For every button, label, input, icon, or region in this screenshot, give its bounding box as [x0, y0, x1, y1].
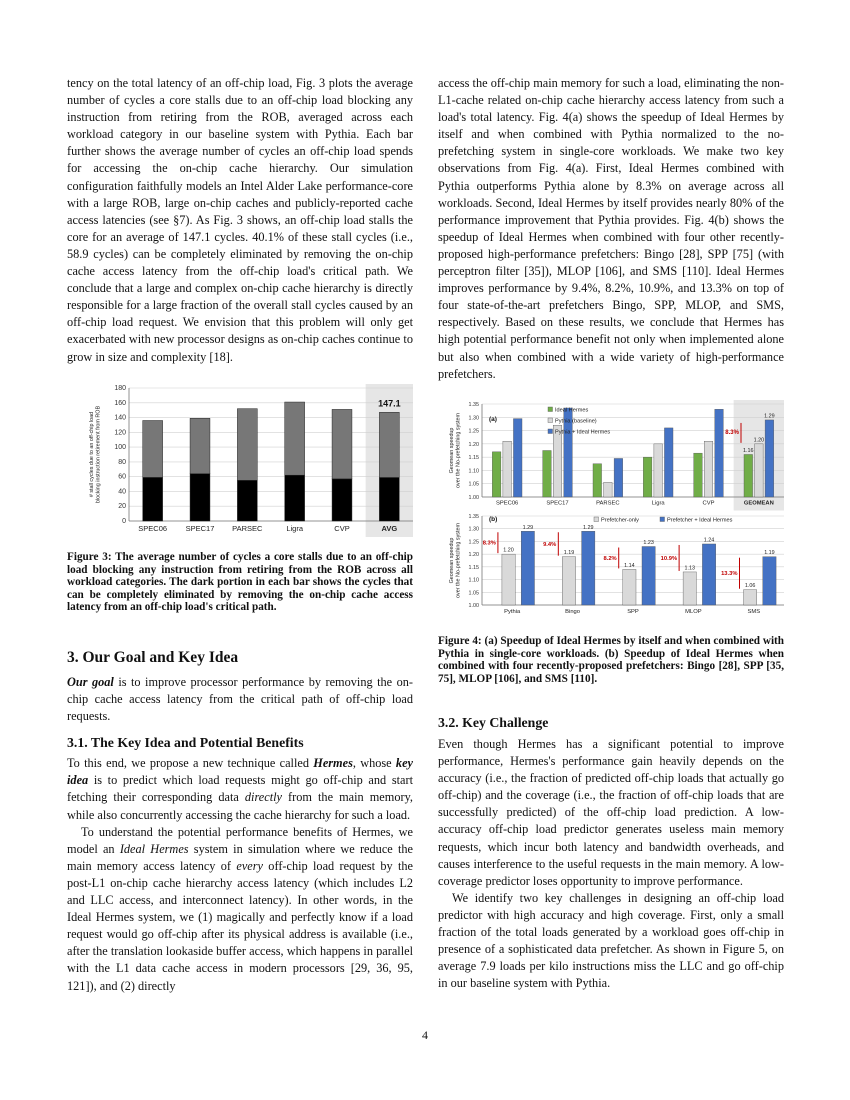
y-axis-label: Geomean speedup — [449, 427, 455, 474]
bar-eliminated-cycles — [190, 474, 210, 521]
bar-prefetcher-only — [623, 569, 636, 605]
bar-remaining-cycles — [190, 418, 210, 473]
idea-a: To this end, we propose a new technique called — [67, 756, 314, 771]
bar-pythia-baseline- — [704, 441, 713, 497]
data-label: 1.20 — [753, 437, 765, 444]
goal-paragraph — [67, 674, 413, 725]
y-tick-label: 20 — [118, 503, 126, 511]
y-tick-label: 80 — [118, 458, 126, 466]
y-tick-label: 1.35 — [468, 402, 479, 408]
legend-label: Pythia + Ideal Hermes — [555, 429, 611, 436]
bar-remaining-cycles — [143, 421, 163, 478]
data-label: 1.23 — [643, 540, 654, 547]
improvement-label: 10.9% — [660, 555, 678, 562]
y-tick-label: 1.15 — [468, 455, 479, 462]
improvement-label: 9.4% — [543, 541, 557, 548]
bar-pythia-baseline- — [503, 441, 512, 497]
bar-eliminated-cycles — [379, 477, 399, 521]
bar-pythia-baseline- — [755, 444, 764, 497]
right-paragraph-3: We identify two key challenges in designing an off-chip load predictor with high accuracy and high coverage. First, only a small fraction of the total loads generated by a workload goes off-chip in presence of a sophisticated data prefetcher. As shown in Figure 5, on average 7.9 loads per kilo instructions miss the LLC and go off-chip in our baseline system with Pythia. — [438, 890, 784, 991]
x-tick-label: Ligra — [651, 500, 665, 507]
idea-key: key idea — [67, 756, 413, 788]
bar-ideal-hermes — [492, 452, 501, 497]
data-label: 1.24 — [703, 537, 715, 544]
y-tick-label: 1.35 — [468, 514, 479, 520]
y-tick-label: 1.00 — [468, 603, 479, 609]
x-tick-label: PARSEC — [596, 500, 620, 507]
figure-4a-chart — [438, 400, 784, 512]
x-tick-label: Bingo — [565, 609, 581, 615]
data-label: 1.14 — [624, 562, 635, 569]
x-tick-label: GEOMEAN — [743, 500, 774, 507]
figure-3-chart — [67, 380, 413, 540]
y-axis-label: # stall cycles due to an off-chip load — [89, 411, 95, 498]
bar-ideal-hermes — [543, 451, 552, 498]
page-number: 4 — [422, 1028, 428, 1042]
legend-swatch — [548, 407, 553, 412]
right-column — [438, 75, 784, 383]
data-label: 1.13 — [684, 565, 696, 572]
y-tick-label: 100 — [114, 444, 126, 452]
bar-remaining-cycles — [237, 409, 257, 481]
y-tick-label: 1.20 — [468, 441, 479, 448]
bar-eliminated-cycles — [332, 479, 352, 521]
bar-prefetcher-only — [502, 554, 515, 605]
bar-remaining-cycles — [332, 409, 352, 478]
y-tick-label: 1.10 — [468, 577, 479, 584]
data-label: 1.19 — [764, 550, 775, 557]
improvement-label: 8.2% — [603, 555, 617, 562]
x-tick-label: SPEC06 — [496, 500, 519, 507]
y-tick-label: 1.30 — [468, 526, 479, 533]
x-tick-label: SPP — [627, 609, 639, 615]
panel-label: (b) — [489, 516, 498, 523]
pot-c: off-chip load request by the post-L1 on-chip cache hierarchy access latency (which includes L2 and LLC access, and interconnect latency). In other words, in the Ideal Hermes system, we (1) magically and perfectly know if a load request would go off-chip after its physical address is available (i.e., after the translation lookaside buffer access, which happens in parallel with the L1 data cache access in modern processors [29, 36, 95, 121]), and (2) directly — [67, 858, 413, 993]
legend-label: Pythia (baseline) — [555, 418, 597, 425]
idea-hermes: Hermes — [313, 756, 353, 771]
left-column — [67, 75, 413, 366]
x-tick-label: CVP — [702, 500, 715, 507]
x-tick-label: SPEC17 — [546, 500, 569, 507]
bar-prefetcher-only — [562, 557, 575, 605]
bar-pythia-baseline- — [604, 482, 613, 497]
x-tick-label: Ligra — [286, 524, 304, 533]
pot-b: system in simulation where we reduce the main memory access latency of — [67, 841, 413, 873]
section-3-1-title: 3.1. The Key Idea and Potential Benefits — [67, 735, 304, 751]
pot-a: To understand the potential performance benefits of Hermes, we model an — [67, 824, 413, 856]
right-paragraph-2: Even though Hermes has a significant potential to improve performance, Hermes's performance gain heavily depends on the accuracy (i.e., the fraction of predicted off-chip loads that actually go off-chip) and the coverage (i.e., the fraction of off-chip loads that are successfully predicted) of the off-chip load prediction. A low-accuracy off-chip load predictor generates useless main memory requests, which incur both latency and bandwidth overheads, and causes interference to the useful requests in the main memory. A low-coverage predictor loses opportunity to improve performance. — [438, 737, 784, 888]
bar-remaining-cycles — [285, 402, 305, 475]
x-tick-label: AVG — [381, 524, 398, 533]
legend-swatch — [594, 517, 599, 522]
bar-pythia-ideal-hermes — [664, 428, 673, 497]
legend-label: Ideal Hermes — [555, 407, 589, 414]
bar-prefetcher-ideal-hermes — [521, 531, 534, 605]
bar-eliminated-cycles — [237, 480, 257, 521]
bar-ideal-hermes — [593, 464, 602, 497]
y-tick-label: 1.05 — [468, 481, 479, 488]
left-column-lower — [67, 648, 413, 995]
y-tick-label: 60 — [118, 473, 126, 481]
data-label: 1.16 — [743, 447, 754, 454]
bar-prefetcher-ideal-hermes — [763, 557, 776, 605]
bar-prefetcher-only — [683, 572, 696, 605]
y-tick-label: 1.00 — [468, 495, 479, 501]
y-tick-label: 1.25 — [468, 428, 479, 435]
y-tick-label: 1.25 — [468, 539, 479, 546]
bar-pythia-ideal-hermes — [715, 409, 724, 497]
y-tick-label: 0 — [122, 518, 126, 525]
improvement-label: 8.3% — [725, 429, 739, 436]
legend-swatch — [660, 517, 665, 522]
figure-3-caption: Figure 3: The average number of cycles a core stalls due to an off-chip load blocking any instruction from retiring from the ROB across all workload categories. The dark portion in each bar shows the cycles that can be completely eliminated by removing the on-chip cache access latency from an off-chip load's critical path. — [67, 551, 413, 614]
potential-paragraph — [67, 824, 413, 995]
y-tick-label: 1.10 — [468, 468, 479, 475]
idea-directly: directly — [244, 790, 282, 805]
x-tick-label: PARSEC — [232, 524, 263, 533]
figure-4-caption: Figure 4: (a) Speedup of Ideal Hermes by itself and when combined with Pythia in single-core workloads. (b) Speedup of Ideal Hermes when combined with four recently-proposed prefetchers: Bingo [28], SPP [35, 75], MLOP [106], and SMS [110]. — [438, 635, 784, 685]
pot-every: every — [236, 858, 263, 873]
bar-ideal-hermes — [744, 454, 753, 497]
bar-pythia-ideal-hermes — [614, 458, 623, 497]
y-tick-label: 1.15 — [468, 564, 479, 571]
y-tick-label: 1.20 — [468, 552, 479, 559]
y-tick-label: 1.30 — [468, 415, 479, 422]
panel-label: (a) — [489, 416, 497, 423]
section-3-title: 3. Our Goal and Key Idea — [67, 649, 239, 666]
right-column-lower — [438, 714, 784, 992]
data-label: 1.06 — [744, 583, 756, 590]
y-axis-label: over the No-prefetching system — [455, 413, 462, 488]
bar-prefetcher-only — [744, 590, 757, 605]
x-tick-label: CVP — [334, 524, 350, 533]
y-tick-label: 160 — [114, 399, 126, 407]
x-tick-label: Pythia — [504, 609, 521, 615]
y-axis-label: blocking instruction retirement from ROB — [95, 405, 102, 504]
data-label: 1.29 — [582, 524, 594, 531]
idea-c: is to predict which load requests might go off-chip and start fetching their corresponding data — [67, 773, 413, 805]
goal-text: is to improve processor performance by removing the on-chip cache access latency from the critical path of off-chip load requests. — [67, 675, 413, 724]
bar-prefetcher-ideal-hermes — [582, 531, 595, 605]
bar-eliminated-cycles — [285, 475, 305, 521]
bar-remaining-cycles — [379, 412, 399, 477]
legend-label: Prefetcher-only — [601, 517, 639, 524]
data-label: 1.19 — [563, 550, 575, 557]
y-tick-label: 120 — [114, 429, 126, 437]
idea-d: from the main memory, while also concurrently accessing the cache hierarchy for such a load. — [67, 790, 413, 822]
bar-ideal-hermes — [694, 453, 703, 497]
figure-4b-chart — [438, 512, 784, 624]
y-tick-label: 180 — [114, 385, 126, 392]
goal-lead: Our goal — [67, 675, 114, 689]
y-tick-label: 140 — [114, 414, 126, 422]
bar-pythia-baseline- — [654, 444, 663, 497]
y-tick-label: 1.05 — [468, 590, 479, 597]
avg-total-label: 147.1 — [378, 398, 401, 409]
x-tick-label: SMS — [747, 609, 761, 615]
idea-b: , whose — [352, 756, 396, 771]
y-axis-label: over the No-prefetching system — [455, 523, 462, 598]
y-axis-label: Geomean speedup — [449, 537, 455, 584]
x-tick-label: SPEC17 — [185, 524, 215, 533]
bar-pythia-baseline- — [553, 425, 562, 497]
legend-label: Prefetcher + Ideal Hermes — [667, 517, 733, 524]
data-label: 1.29 — [522, 524, 534, 531]
legend-swatch — [548, 429, 553, 434]
improvement-label: 13.3% — [721, 571, 738, 578]
bar-eliminated-cycles — [143, 477, 163, 521]
legend-swatch — [548, 418, 553, 423]
data-label: 1.29 — [764, 413, 775, 420]
left-paragraph-1: tency on the total latency of an off-chip load, Fig. 3 plots the average number of cycles a core stalls due to an off-chip load blocking any instruction from retiring from the ROB, averaged across each workload category in our baseline system with Pythia. Each bar further shows the average number of cycles an off-chip load spends for accessing the on-chip cache hierarchy. Our simulation configuration faithfully models an Intel Alder Lake performance-core with a large ROB, large on-chip caches and publicly-reported cache access latencies (see §7). As Fig. 3 shows, an off-chip load stalls the core for an average of 147.1 cycles. 40.1% of these stall cycles (i.e., 58.9 cycles) can be completely eliminated by removing the on-chip cache access latency from the off-chip load's critical path. We conclude that a large and complex on-chip cache hierarchy is directly responsible for a large fraction of the overall stall cycles caused by an off-chip load request. We envision that this problem will only get exacerbated with new processor designs as on-chip caches continue to grow in size and complexity [18]. — [67, 76, 413, 364]
bar-pythia-ideal-hermes — [765, 420, 774, 497]
y-tick-label: 40 — [118, 488, 126, 496]
right-paragraph-1: access the off-chip main memory for such a load, eliminating the non-L1-cache related on-chip cache hierarchy access latency from such a load's total latency. Fig. 4(a) shows the speedup of Ideal Hermes by itself and when combined with Pythia normalized to the no-prefetching system in single-core workloads. We make two key observations from Fig. 4(a). First, Ideal Hermes combined with Pythia outperforms Pythia alone by 8.3% on average across all workloads. Second, Ideal Hermes by itself provides nearly 80% of the performance improvement that Pythia provides. Fig. 4(b) shows the speedup of Ideal Hermes when combined with four other recently-proposed high-performance prefetchers: Bingo [28], SPP [75] (with perceptron filter [35]), MLOP [106], and SMS [110]. Ideal Hermes improves performance by 9.4%, 8.2%, 10.9%, and 13.3% on top of four state-of-the-art prefetchers Bingo, SPP, MLOP, and SMS, respectively. Based on these results, we conclude that Hermes has high potential performance benefit not only when implemented alone but also when combined with a wide variety of high-performance prefetchers. — [438, 76, 784, 381]
bar-pythia-ideal-hermes — [513, 419, 522, 497]
key-idea-paragraph — [67, 755, 413, 823]
bar-ideal-hermes — [643, 457, 652, 497]
pot-ideal: Ideal Hermes — [119, 841, 189, 856]
improvement-label: 8.3% — [482, 540, 496, 547]
section-3-2-title: 3.2. Key Challenge — [438, 715, 549, 730]
bar-prefetcher-ideal-hermes — [702, 544, 715, 605]
x-tick-label: SPEC06 — [138, 524, 168, 533]
bar-prefetcher-ideal-hermes — [642, 547, 655, 605]
data-label: 1.20 — [503, 547, 514, 554]
x-tick-label: MLOP — [685, 609, 702, 615]
